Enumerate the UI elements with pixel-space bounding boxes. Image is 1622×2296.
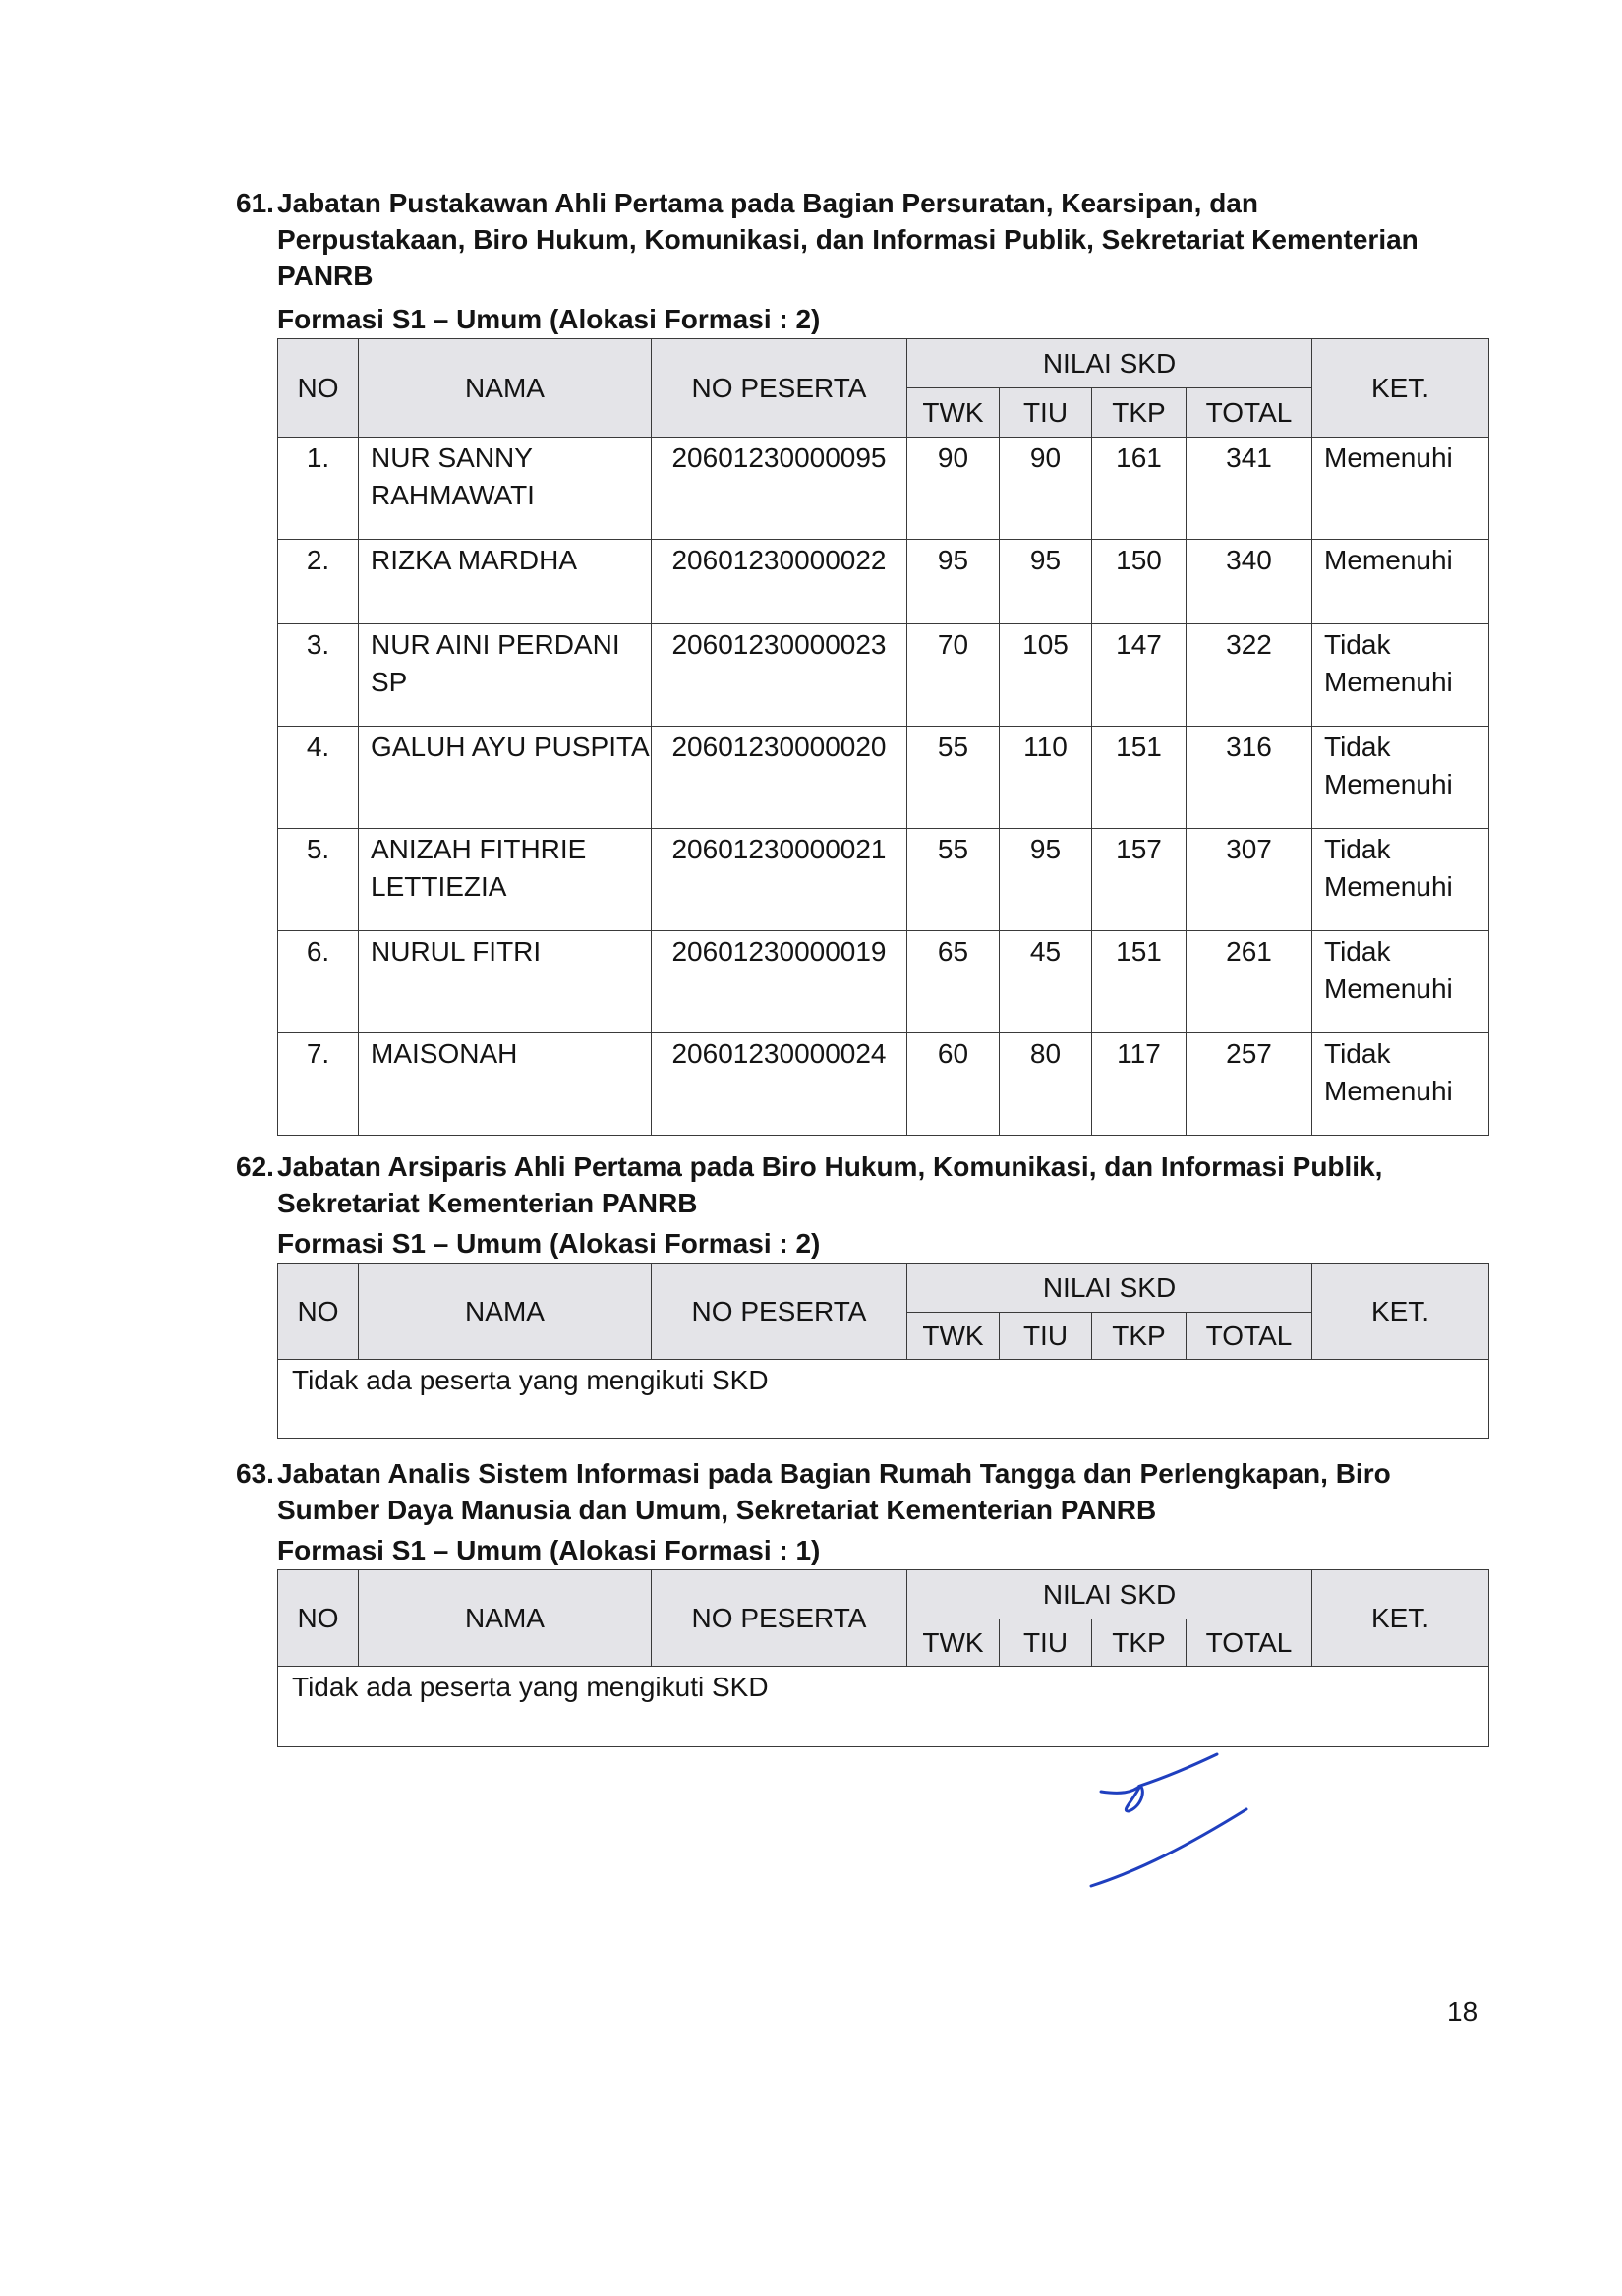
section-heading [236, 185, 1482, 294]
section-heading [236, 1148, 1482, 1221]
cell-twk: 55 [907, 727, 1000, 829]
table-row [278, 931, 1489, 1033]
cell-nama: NUR SANNY RAHMAWATI [359, 438, 652, 540]
cell-total: 340 [1187, 540, 1312, 624]
cell-no-peserta: 20601230000022 [652, 540, 907, 624]
section-title-line: Sumber Daya Manusia dan Umum, Sekretariat Kementerian PANRB [277, 1495, 1157, 1525]
cell-nama: RIZKA MARDHA [359, 540, 652, 624]
col-header-tkp: TKP [1092, 1619, 1187, 1667]
cell-tkp: 151 [1092, 931, 1187, 1033]
table-row [278, 624, 1489, 727]
cell-no-peserta: 20601230000021 [652, 829, 907, 931]
formasi-label: Formasi S1 – Umum (Alokasi Formasi : 2) [277, 1228, 821, 1259]
col-header-nilai-skd: NILAI SKD [907, 339, 1312, 388]
cell-nama: NUR AINI PERDANI SP [359, 624, 652, 727]
cell-no-peserta: 20601230000020 [652, 727, 907, 829]
section-title-line: Perpustakaan, Biro Hukum, Komunikasi, dan Informasi Publik, Sekretariat Kementerian [277, 224, 1419, 255]
col-header-no: NO [278, 339, 359, 438]
cell-total: 316 [1187, 727, 1312, 829]
cell-ket: Tidak Memenuhi [1312, 1033, 1489, 1136]
col-header-no: NO [278, 1264, 359, 1360]
cell-total: 307 [1187, 829, 1312, 931]
col-header-tiu: TIU [1000, 1313, 1092, 1360]
table-row [278, 1360, 1489, 1439]
col-header-ket: KET. [1312, 1570, 1489, 1667]
table-row [278, 829, 1489, 931]
col-header-nilai-skd: NILAI SKD [907, 1264, 1312, 1313]
cell-no: 2. [278, 540, 359, 624]
section-heading [236, 1455, 1482, 1528]
col-header-total: TOTAL [1187, 388, 1312, 438]
cell-tiu: 110 [1000, 727, 1092, 829]
skd-table [277, 1569, 1489, 1747]
col-header-tkp: TKP [1092, 1313, 1187, 1360]
cell-nama: NURUL FITRI [359, 931, 652, 1033]
page-number: 18 [1447, 1996, 1478, 2027]
cell-nama: GALUH AYU PUSPITA [359, 727, 652, 829]
cell-total: 341 [1187, 438, 1312, 540]
cell-no: 7. [278, 1033, 359, 1136]
cell-tiu: 95 [1000, 829, 1092, 931]
formasi-label: Formasi S1 – Umum (Alokasi Formasi : 1) [277, 1535, 821, 1565]
cell-ket: Memenuhi [1312, 438, 1489, 540]
empty-row-message: Tidak ada peserta yang mengikuti SKD [278, 1667, 1489, 1747]
cell-no: 3. [278, 624, 359, 727]
signature-initial-icon [1072, 1750, 1268, 1898]
cell-no-peserta: 20601230000095 [652, 438, 907, 540]
section-title-line: Jabatan Arsiparis Ahli Pertama pada Biro Hukum, Komunikasi, dan Informasi Publik, [277, 1151, 1383, 1182]
col-header-total: TOTAL [1187, 1619, 1312, 1667]
section-number: 63. [236, 1458, 274, 1489]
cell-tiu: 45 [1000, 931, 1092, 1033]
cell-tiu: 90 [1000, 438, 1092, 540]
cell-tkp: 147 [1092, 624, 1187, 727]
cell-ket: Memenuhi [1312, 540, 1489, 624]
table-row [278, 438, 1489, 540]
cell-twk: 90 [907, 438, 1000, 540]
col-header-ket: KET. [1312, 339, 1489, 438]
section-title-line: Jabatan Analis Sistem Informasi pada Bagian Rumah Tangga dan Perlengkapan, Biro [277, 1458, 1391, 1489]
skd-table [277, 1263, 1489, 1439]
section-number: 61. [236, 188, 274, 218]
col-header-ket: KET. [1312, 1264, 1489, 1360]
col-header-twk: TWK [907, 1619, 1000, 1667]
cell-no: 1. [278, 438, 359, 540]
cell-no: 5. [278, 829, 359, 931]
col-header-no: NO [278, 1570, 359, 1667]
col-header-nama: NAMA [359, 1570, 652, 1667]
cell-tiu: 105 [1000, 624, 1092, 727]
section-number: 62. [236, 1151, 274, 1182]
table-row [278, 1033, 1489, 1136]
cell-total: 322 [1187, 624, 1312, 727]
section-title-line: PANRB [277, 261, 374, 291]
col-header-nilai-skd: NILAI SKD [907, 1570, 1312, 1619]
cell-ket: Tidak Memenuhi [1312, 727, 1489, 829]
cell-tkp: 150 [1092, 540, 1187, 624]
col-header-tiu: TIU [1000, 1619, 1092, 1667]
cell-twk: 95 [907, 540, 1000, 624]
cell-no: 6. [278, 931, 359, 1033]
cell-total: 257 [1187, 1033, 1312, 1136]
col-header-no-peserta: NO PESERTA [652, 339, 907, 438]
cell-tkp: 151 [1092, 727, 1187, 829]
cell-ket: Tidak Memenuhi [1312, 624, 1489, 727]
cell-twk: 65 [907, 931, 1000, 1033]
table-row [278, 540, 1489, 624]
cell-no: 4. [278, 727, 359, 829]
cell-tiu: 95 [1000, 540, 1092, 624]
cell-no-peserta: 20601230000023 [652, 624, 907, 727]
cell-total: 261 [1187, 931, 1312, 1033]
cell-no-peserta: 20601230000019 [652, 931, 907, 1033]
section-title-line: Sekretariat Kementerian PANRB [277, 1188, 698, 1218]
cell-nama: ANIZAH FITHRIE LETTIEZIA [359, 829, 652, 931]
col-header-nama: NAMA [359, 1264, 652, 1360]
col-header-total: TOTAL [1187, 1313, 1312, 1360]
col-header-twk: TWK [907, 388, 1000, 438]
cell-nama: MAISONAH [359, 1033, 652, 1136]
cell-tkp: 157 [1092, 829, 1187, 931]
col-header-tiu: TIU [1000, 388, 1092, 438]
col-header-tkp: TKP [1092, 388, 1187, 438]
cell-ket: Tidak Memenuhi [1312, 829, 1489, 931]
empty-row-message: Tidak ada peserta yang mengikuti SKD [278, 1360, 1489, 1439]
section-title-line: Jabatan Pustakawan Ahli Pertama pada Bagian Persuratan, Kearsipan, dan [277, 188, 1258, 218]
cell-twk: 55 [907, 829, 1000, 931]
skd-table [277, 338, 1489, 1136]
col-header-twk: TWK [907, 1313, 1000, 1360]
table-row [278, 1667, 1489, 1747]
cell-tiu: 80 [1000, 1033, 1092, 1136]
cell-ket: Tidak Memenuhi [1312, 931, 1489, 1033]
cell-twk: 70 [907, 624, 1000, 727]
col-header-no-peserta: NO PESERTA [652, 1264, 907, 1360]
table-row [278, 727, 1489, 829]
cell-no-peserta: 20601230000024 [652, 1033, 907, 1136]
cell-tkp: 117 [1092, 1033, 1187, 1136]
col-header-nama: NAMA [359, 339, 652, 438]
formasi-label: Formasi S1 – Umum (Alokasi Formasi : 2) [277, 304, 821, 334]
col-header-no-peserta: NO PESERTA [652, 1570, 907, 1667]
cell-twk: 60 [907, 1033, 1000, 1136]
cell-tkp: 161 [1092, 438, 1187, 540]
